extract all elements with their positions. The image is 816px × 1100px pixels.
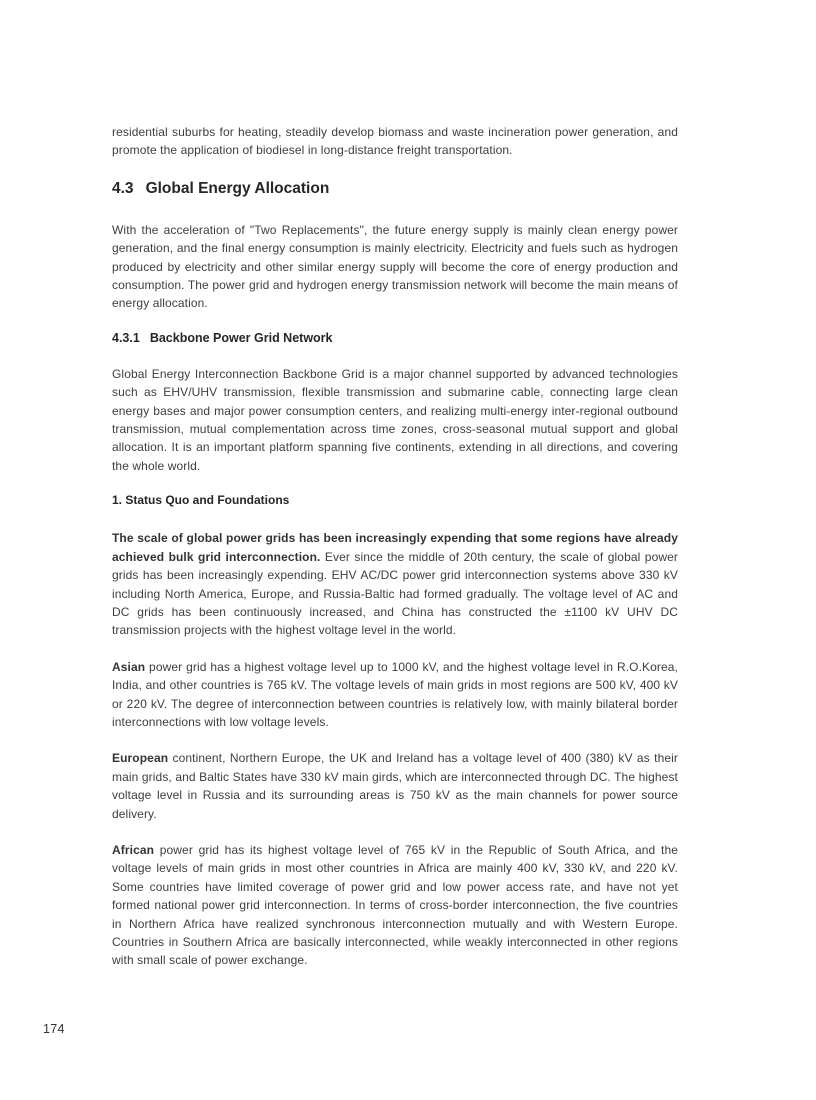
paragraph-rest: power grid has its highest voltage level of 765 kV in the Republic of South Africa, and the voltage levels of main grids in most other countries in Africa are mainly 400 kV, 330 kV, and 220 kV. Some countries have limited coverage of power grid and low power access rate, and have not yet formed national power grid interconnection. In terms of cross-border interconnection, the five countries in Northern Africa have realized synchronous interconnection mutually and with Western Europe. Countries in Southern Africa are basically interconnected, while weakly interconnected in other regions with small scale of power exchange. (112, 842, 678, 968)
paragraph-lead-bold: The scale of global power grids has been increasingly expending that some regions have already achieved bulk grid interconnection. (112, 531, 678, 564)
subsection-number: 4.3.1 (112, 330, 140, 345)
paragraph-european-grid (112, 749, 678, 823)
subsection-heading (112, 331, 678, 345)
paragraph-status-quo (112, 529, 678, 639)
section-number: 4.3 (112, 179, 134, 197)
paragraph-asian-grid (112, 658, 678, 732)
paragraph-intro-continuation: residential suburbs for heating, steadily develop biomass and waste incineration power generation, and promote the application of biodiesel in long-distance freight transportation. (112, 125, 678, 158)
paragraph-subsection-intro: Global Energy Interconnection Backbone Grid is a major channel supported by advanced technologies such as EHV/UHV transmission, flexible transmission and submarine cable, connecting large clean energy bases and major power consumption centers, and realizing multi-energy inter-regional outbound transmission, mutual complementation across time zones, cross-seasonal mutual support and global allocation. It is an important platform spanning five continents, extending in all directions, and covering the whole world. (112, 366, 678, 473)
paragraph-rest: Ever since the middle of 20th century, the scale of global power grids has been increasingly expending. EHV AC/DC power grid interconnection systems above 330 kV including North America, Europe, and Russia-Baltic had formed gradually. The voltage level of AC and DC grids has been continuously increased, and China has constructed the ±1100 kV UHV DC transmission projects with the highest voltage level in the world. (112, 549, 678, 638)
list-item-heading: 1. Status Quo and Foundations (112, 493, 290, 508)
section-heading (112, 180, 678, 198)
section-title: Global Energy Allocation (145, 179, 330, 197)
paragraph-lead-bold: African (112, 842, 155, 857)
paragraph-lead-bold: European (112, 751, 169, 766)
paragraph-rest: power grid has a highest voltage level up to 1000 kV, and the highest voltage level in R.O.Korea, India, and other countries is 765 kV. The voltage levels of main grids in most regions are 500 kV, 400 kV or 220 kV. The degree of interconnection between countries is relatively low, with mainly bilateral border interconnections with low voltage levels. (112, 659, 678, 729)
paragraph-african-grid (112, 841, 678, 970)
subsection-title: Backbone Power Grid Network (149, 330, 333, 345)
page-content (112, 123, 678, 988)
paragraph-lead-bold: Asian (112, 659, 146, 674)
paragraph-section-intro: With the acceleration of "Two Replacements", the future energy supply is mainly clean energy power generation, and the final energy consumption is mainly electricity. Electricity and fuels such as hydrogen produced by electricity and other similar energy supply will become the core of energy production and consumption. The power grid and hydrogen energy transmission network will become the main means of energy allocation. (112, 222, 678, 311)
page-number: 174 (43, 1022, 65, 1036)
paragraph-rest: continent, Northern Europe, the UK and Ireland has a voltage level of 400 (380) kV as their main grids, and Baltic States have 330 kV main girds, which are interconnected through DC. The highest voltage level in Russia and its surrounding areas is 750 kV as the main channels for power source delivery. (112, 751, 678, 821)
